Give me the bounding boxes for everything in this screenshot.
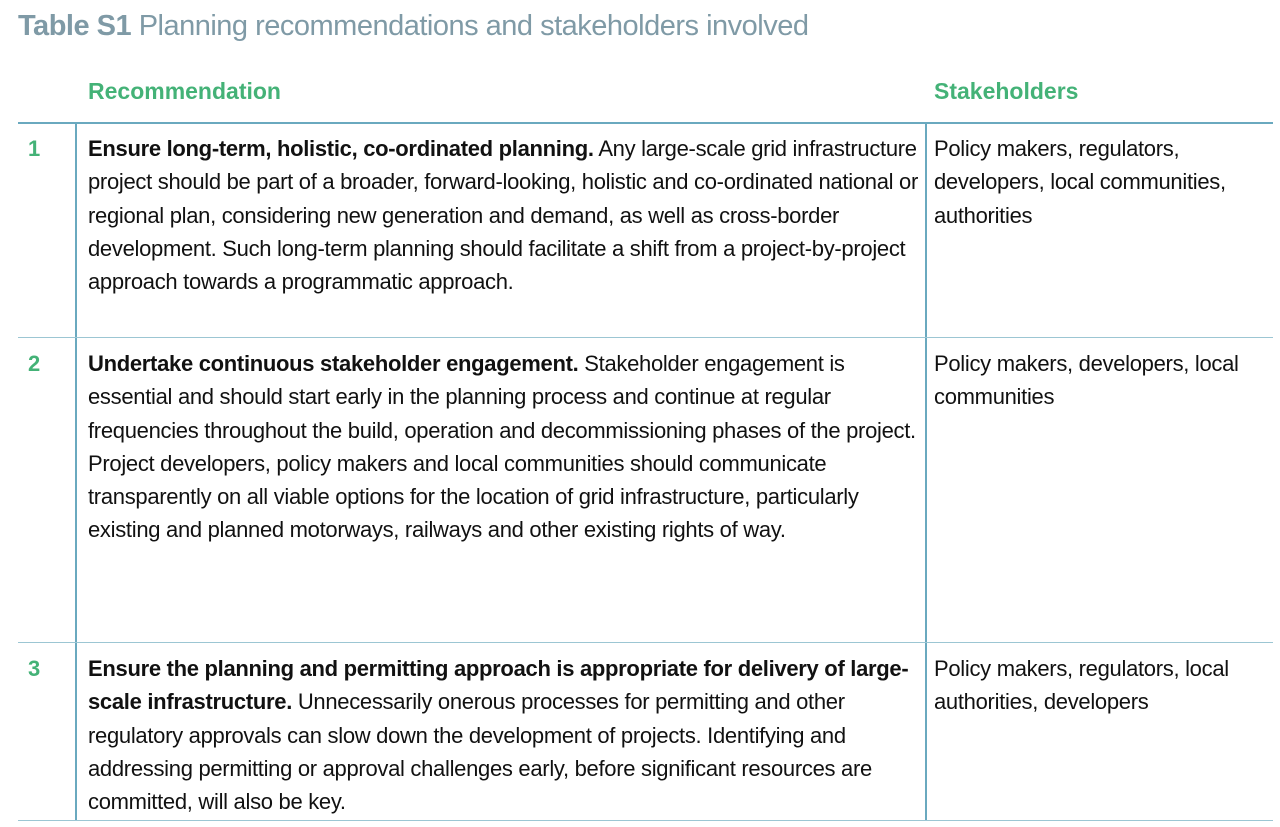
recommendation-text (88, 132, 918, 298)
recommendation-body: Unnecessarily onerous processes for permitting and other regulatory approvals can slow down the development of projects. Identifying and addressing permitting or approval challenges early, before significant resources are committed, will also be key. (88, 689, 872, 815)
recommendation-lead: Ensure long-term, holistic, co-ordinated planning. (88, 136, 594, 161)
header-recommendation: Recommendation (88, 78, 281, 104)
table-row (18, 643, 1273, 821)
recommendation-cell (75, 338, 927, 642)
recommendation-text (88, 347, 918, 547)
stakeholders-cell: Policy makers, developers, local communities (934, 351, 1239, 410)
table-caption: Planning recommendations and stakeholders involved (138, 10, 809, 42)
header-stakeholders: Stakeholders (934, 78, 1079, 104)
row-number: 1 (28, 136, 41, 161)
recommendation-lead: Undertake continuous stakeholder engagement. (88, 351, 579, 376)
table-label: Table S1 (18, 10, 132, 42)
row-number: 3 (28, 656, 41, 681)
table-row (18, 123, 1273, 338)
table-title (18, 10, 809, 43)
row-number: 2 (28, 351, 41, 376)
recommendation-lead: Ensure the planning and permitting approach is appropriate for delivery of large-scale infrastructure. (88, 656, 909, 715)
recommendation-cell (75, 643, 927, 820)
table-row (18, 338, 1273, 643)
recommendation-text (88, 652, 918, 818)
recommendation-body: Stakeholder engagement is essential and should start early in the planning process and continue at regular frequencies throughout the build, operation and decommissioning phases of the project. Project developers, policy makers and local communities should communicate transparently on all viable options for the location of grid infrastructure, particularly existing and planned motorways, railways and other existing rights of way. (88, 351, 916, 543)
recommendation-body: Any large-scale grid infrastructure project should be part of a broader, forward-looking, holistic and co-ordinated national or regional plan, considering new generation and demand, as well as cross-border development. Such long-term planning should facilitate a shift from a project-by-project approach towards a programmatic approach. (88, 136, 918, 295)
recommendation-cell (75, 123, 927, 337)
stakeholders-cell: Policy makers, regulators, local authorities, developers (934, 656, 1229, 715)
stakeholders-cell: Policy makers, regulators, developers, local communities, authorities (934, 136, 1226, 228)
